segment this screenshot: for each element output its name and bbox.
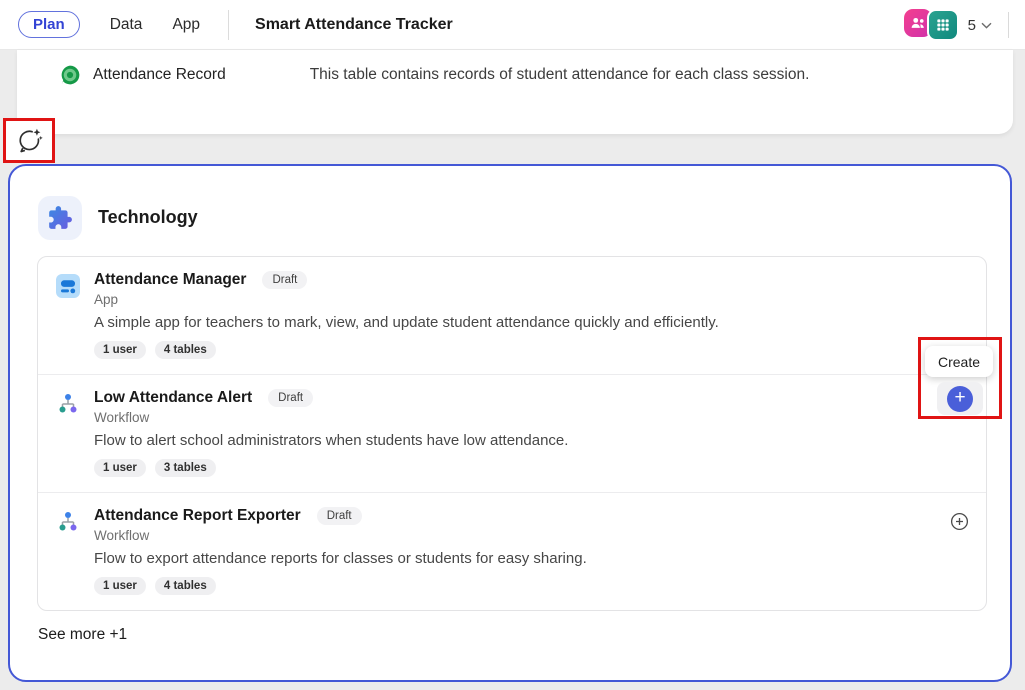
tab-data[interactable]: Data [109,15,143,33]
attendance-record-row[interactable] [17,50,1013,86]
list-item-attendance-manager[interactable] [38,257,986,374]
ai-chat-button[interactable] [6,121,52,160]
topbar-right-group [904,0,1009,50]
list-item-attendance-report-exporter[interactable] [38,492,986,610]
item-description: Flow to alert school administrators when students have low attendance. [94,432,569,449]
topbar-end-divider [1008,12,1009,38]
plus-circle-icon [949,511,970,532]
create-plus-button[interactable]: + [947,386,973,412]
workflow-icon [56,389,82,477]
avatar-stack[interactable] [904,9,960,41]
item-type: Workflow [94,528,150,543]
section-title: Technology [98,207,198,227]
attendance-record-panel [17,50,1013,134]
see-more-link[interactable]: See more +1 [38,626,128,643]
ai-chat-bubble-icon [16,127,43,154]
technology-tile [38,196,82,240]
table-record-icon [59,64,81,86]
puzzle-icon [47,205,73,231]
item-type: App [94,292,119,307]
record-description: This table contains records of student attendance for each class session. [309,66,810,83]
tab-app[interactable]: App [172,15,201,33]
annotation-box-chat [3,118,55,163]
create-plus-tile [937,382,983,415]
item-description: Flow to export attendance reports for classes or students for easy sharing. [94,550,587,567]
item-description: A simple app for teachers to mark, view, and update student attendance quickly and efficiently. [94,314,719,331]
top-navigation-bar [0,0,1025,50]
annotation-box-create [918,337,1002,419]
app-grid-icon[interactable] [927,9,959,41]
item-title: Attendance Manager [94,271,247,288]
create-button[interactable]: Create [925,346,993,377]
tab-plan[interactable]: Plan [18,11,80,38]
list-item-low-attendance-alert[interactable] [38,374,986,492]
tag-tables: 3 tables [155,459,216,477]
add-item-button[interactable] [948,510,970,532]
chevron-down-icon[interactable] [981,22,992,29]
topbar-divider [228,10,229,40]
tag-users: 1 user [94,341,146,359]
page-title: Smart Attendance Tracker [255,15,453,33]
tag-tables: 4 tables [155,577,216,595]
workflow-icon [56,507,82,595]
tag-tables: 4 tables [155,341,216,359]
record-title: Attendance Record [93,66,226,83]
app-icon [56,271,82,359]
item-type: Workflow [94,410,150,425]
item-title: Low Attendance Alert [94,389,253,406]
item-title: Attendance Report Exporter [94,507,301,524]
collaborator-count[interactable]: 5 [967,16,976,34]
status-badge: Draft [262,271,307,289]
technology-section-card [8,164,1012,682]
tag-users: 1 user [94,459,146,477]
status-badge: Draft [268,389,313,407]
status-badge: Draft [317,507,362,525]
artifact-list [37,256,987,611]
tag-users: 1 user [94,577,146,595]
